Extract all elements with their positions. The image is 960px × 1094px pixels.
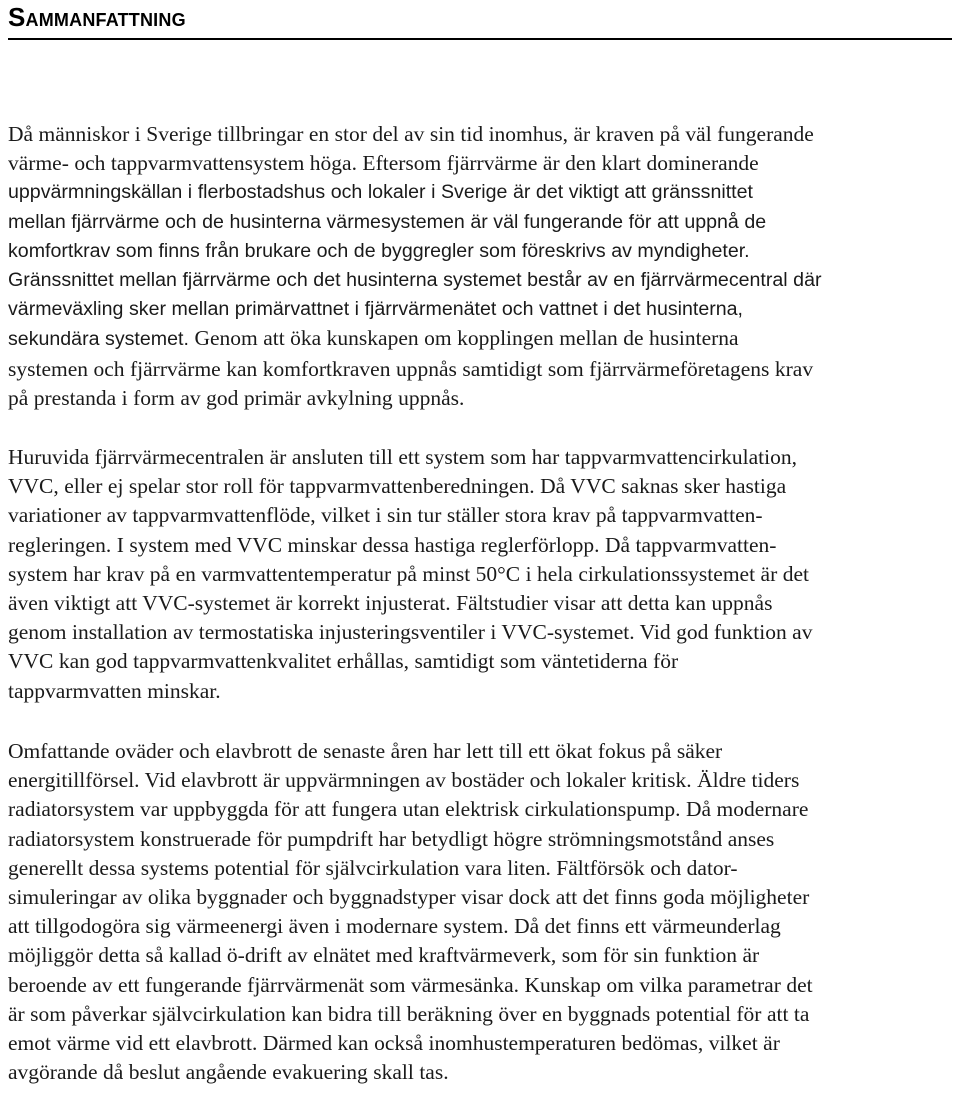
text-line: avgörande då beslut angående evakuering skall tas. — [8, 1060, 449, 1085]
text-line: att tillgodogöra sig värmeenergi även i modernare system. Då det finns ett värmeunderlag — [8, 914, 781, 939]
text-line: simuleringar av olika byggnader och byggnadstyper visar dock att det finns goda möjligheter — [8, 885, 810, 910]
text-line: värmeväxling sker mellan primärvattnet i fjärrvärmenätet och vattnet i det husinterna, — [8, 298, 744, 321]
text-line: är som påverkar självcirkulation kan bidra till beräkning över en byggnads potential för att ta — [8, 1001, 810, 1026]
text-line: mellan fjärrvärme och de husinterna värmesystemen är väl fungerande för att uppnå de — [8, 210, 767, 233]
text-line: energitillförsel. Vid elavbrott är uppvärmningen av bostäder och lokaler kritisk. Äldre tiders — [8, 768, 800, 793]
text-line: genom installation av termostatiska injusteringsventiler i VVC-systemet. Vid god funktion av — [8, 620, 813, 645]
text-line: emot värme vid ett elavbrott. Därmed kan också inomhustemperaturen bedömas, vilket är — [8, 1031, 780, 1056]
text-line: tappvarmvatten minskar. — [8, 678, 221, 703]
text-line: Då människor i Sverige tillbringar en stor del av sin tid inomhus, är kraven på väl fungerande — [8, 122, 814, 146]
text-line: radiatorsystem konstruerade för pumpdrift har betydligt högre strömningsmotstånd anses — [8, 826, 775, 851]
heading-rule — [8, 38, 952, 40]
text-line: sekundära systemet. Genom att öka kunskapen om kopplingen mellan de husinterna — [8, 326, 739, 351]
text-line: Gränssnittet mellan fjärrvärme och det husinterna systemet består av en fjärrvärmecentral där — [8, 269, 822, 292]
text-line: Omfattande oväder och elavbrott de senaste åren har lett till ett ökat fokus på säker — [8, 739, 723, 763]
text-line: möjliggör detta så kallad ö-drift av elnätet med kraftvärmeverk, som för sin funktion är — [8, 943, 760, 968]
text-line: beroende av ett fungerande fjärrvärmenät som värmesänka. Kunskap om vilka parametrar det — [8, 972, 813, 997]
text-line: på prestanda i form av god primär avkylning uppnås. — [8, 385, 465, 410]
section-heading: Sammanfattning — [8, 2, 186, 32]
text-line: VVC, eller ej spelar stor roll för tappvarmvattenberedningen. Då VVC saknas sker hastiga — [8, 474, 787, 499]
paragraph-intro — [8, 120, 952, 413]
document-page — [8, 0, 952, 1085]
text-line: system har krav på en varmvattentemperatur på minst 50°C i hela cirkulationssystemet är det — [8, 561, 809, 586]
paragraph-power-outage — [8, 737, 952, 1087]
text-line: komfortkrav som finns från brukare och de byggregler som föreskrivs av myndigheter. — [8, 239, 750, 262]
text-line: variationer av tappvarmvattenflöde, vilket i sin tur ställer stora krav på tappvarmvatten- — [8, 503, 763, 528]
text-line: systemen och fjärrvärme kan komfortkraven uppnås samtidigt som fjärrvärmeföretagens krav — [8, 356, 814, 381]
text-line: även viktigt att VVC-systemet är korrekt injusterat. Fältstudier visar att detta kan uppnås — [8, 591, 773, 616]
text-line: värme- och tappvarmvattensystem höga. Eftersom fjärrvärme är den klart dominerande — [8, 151, 759, 176]
text-line: Huruvida fjärrvärmecentralen är ansluten till ett system som har tappvarmvattencirkulation, — [8, 445, 797, 469]
text-line: radiatorsystem var uppbyggda för att fungera utan elektrisk cirkulationspump. Då modernare — [8, 797, 809, 822]
text-line: uppvärmningskällan i flerbostadshus och lokaler i Sverige är det viktigt att gränssnittet — [8, 181, 753, 204]
text-line: VVC kan god tappvarmvattenkvalitet erhållas, samtidigt som väntetiderna för — [8, 649, 679, 674]
paragraph-vvc — [8, 443, 952, 706]
text-line: regleringen. I system med VVC minskar dessa hastiga reglerförlopp. Då tappvarmvatten- — [8, 532, 777, 557]
text-line: generellt dessa systems potential för självcirkulation vara liten. Fältförsök och dator- — [8, 855, 738, 880]
